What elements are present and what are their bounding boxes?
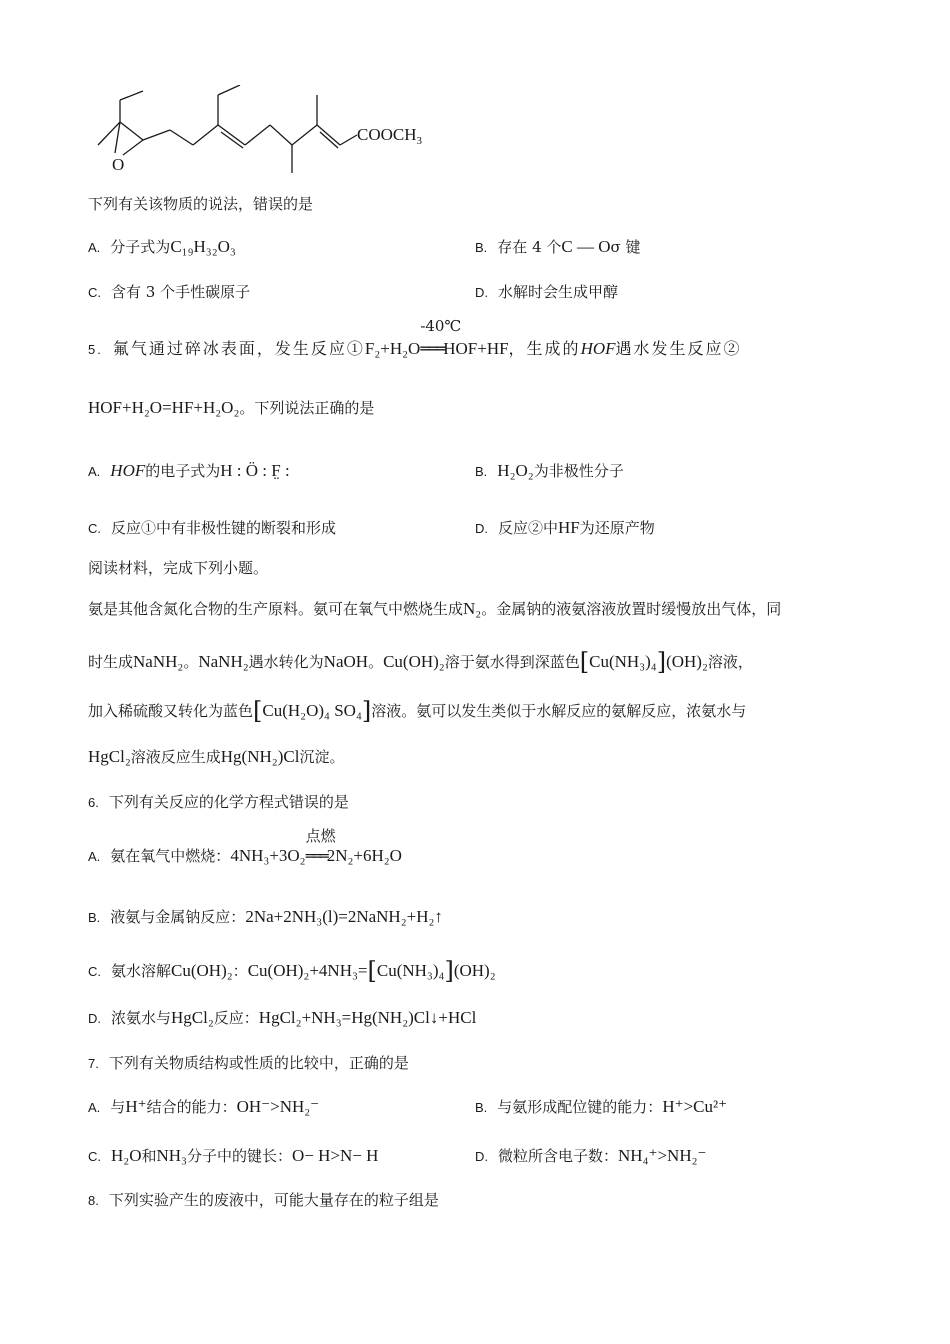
question-number: 7. (88, 1056, 99, 1071)
passage-line-4 (88, 746, 344, 767)
q5-option-b[interactable] (475, 460, 624, 481)
equation: HgCl₂+NH₃=Hg(NH₂)Cl↓+HCl (258, 1008, 477, 1027)
formula: (OH)₂ (453, 961, 496, 980)
formula: NaNH₂ (198, 652, 249, 671)
comparison: OH⁻>NH₂⁻ (236, 1097, 320, 1116)
option-text-post: σ 键 (610, 238, 641, 256)
option-letter: A. (88, 1100, 101, 1115)
q7-option-a[interactable] (88, 1096, 319, 1117)
formula: H₂O (111, 1146, 142, 1165)
formula: HF (558, 518, 580, 537)
bond-label: C — O (561, 237, 611, 256)
text: 。金属钠的液氨溶液放置时缓慢放出气体，同 (481, 600, 782, 618)
question-number: 8. (88, 1193, 99, 1208)
q5-option-d[interactable] (475, 517, 655, 538)
option-text: 为非极性分子 (533, 462, 624, 480)
ester-group-sub: 3 (416, 135, 423, 147)
option-text: 液氨与金属钠反应： (110, 908, 246, 926)
q7-option-c[interactable] (88, 1145, 378, 1166)
option-letter: D. (475, 285, 488, 300)
option-text-post: 反应： (213, 1009, 259, 1027)
option-letter: C. (88, 1149, 101, 1164)
q7-option-b[interactable] (475, 1096, 727, 1117)
q6-option-a[interactable]: A. 氨在氧气中燃烧：4NH₃+3O₂ 点燃 ═══2N₂+6H₂O (88, 827, 402, 865)
q7-stem (88, 1052, 409, 1073)
q5-stem-mid: ，生成的 (508, 339, 581, 358)
q7-option-d[interactable] (475, 1145, 707, 1166)
q5-stem: 5. 氟气通过碎冰表面，发生反应①F₂+H₂O -40℃ ═══HOF+HF，生成的HOF遇水发生反应② (88, 317, 742, 358)
comparison: H⁺>Cu²⁺ (662, 1097, 728, 1116)
text: 时生成 (88, 653, 134, 671)
option-letter: B. (475, 1100, 488, 1115)
q4-option-a[interactable] (88, 236, 236, 257)
q4-option-c[interactable] (88, 281, 250, 302)
option-text: 分子中的键长： (186, 1147, 292, 1165)
formula: NH₃ (156, 1146, 187, 1165)
text: 沉淀。 (299, 748, 345, 766)
q6-stem (88, 791, 349, 812)
passage-line-2: 时生成NaNH₂。NaNH₂遇水转化为NaOH。Cu(OH)₂溶于氨水得到深蓝色[Cu(NH₃)₄](OH)₂溶液， (88, 648, 753, 676)
hof-formula: HOF (110, 461, 146, 480)
stem-text: 下列有关反应的化学方程式错误的是 (108, 793, 349, 811)
option-text: 存在 4 个 (497, 238, 562, 256)
reaction1-rhs: HOF+HF (443, 339, 509, 358)
text: 遇水转化为 (248, 653, 324, 671)
option-text: 反应①中有非极性键的断裂和形成 (111, 519, 337, 537)
molecule-structure (95, 85, 455, 180)
text: 溶液， (707, 653, 753, 671)
option-text-post: 为还原产物 (579, 519, 655, 537)
formula: NaNH₂ (133, 652, 184, 671)
q5-option-a[interactable] (88, 460, 290, 481)
q5-stem-pre: 氟气通过碎冰表面，发生反应① (112, 339, 365, 358)
option-text: 氨在氧气中燃烧： (110, 847, 231, 865)
reaction1-condition: -40℃ (420, 317, 462, 335)
passage-line-1 (88, 598, 781, 619)
option-text: 与 (110, 1098, 126, 1116)
complex-formula: Cu(NH₃)₄ (376, 961, 445, 980)
formula: HgCl₂ (171, 1008, 214, 1027)
q4-option-d[interactable] (475, 281, 618, 302)
option-text: 含有 3 个手性碳原子 (111, 283, 251, 301)
option-text: 反应②中 (498, 519, 559, 537)
electron-formula: H : Ö : F̤ : (220, 461, 290, 480)
q8-stem (88, 1189, 439, 1210)
reaction-condition: 点燃 (305, 827, 336, 845)
formula: NaOH (323, 652, 369, 671)
equation-rhs: 2N₂+6H₂O (326, 846, 402, 865)
comparison: O− H>N− H (292, 1146, 379, 1165)
option-text: 水解时会生成甲醇 (498, 283, 619, 301)
q5-stem-line2 (88, 397, 374, 418)
option-letter: C. (88, 964, 101, 979)
question-number: 5. (88, 342, 103, 357)
formula: (OH)₂ (666, 652, 708, 671)
ring-oxygen-label: O (112, 155, 125, 174)
q5-option-c[interactable] (88, 517, 336, 538)
colon: ： (232, 962, 248, 980)
q6-option-b[interactable] (88, 906, 443, 927)
option-letter: A. (88, 849, 101, 864)
formula: Cu(OH)₂ (383, 652, 445, 671)
option-text: 的电子式为 (145, 462, 221, 480)
text: 氨是其他含氮化合物的生产原料。氨可在氧气中燃烧生成 (88, 600, 464, 618)
complex-formula: Cu(H₂O)₄ SO₄ (262, 701, 362, 720)
formula: Cu(OH)₂ (171, 961, 233, 980)
text: 加入稀硫酸又转化为蓝色 (88, 702, 254, 720)
formula: H₂O₂ (497, 461, 534, 480)
complex-formula: Cu(NH₃)₄ (589, 652, 657, 671)
equation: Cu(OH)₂+4NH₃= (247, 961, 368, 980)
option-text: 微粒所含电子数： (498, 1147, 619, 1165)
stem-text: 下列有关物质结构或性质的比较中，正确的是 (108, 1054, 409, 1072)
q5-stem-end: 。下列说法正确的是 (239, 399, 375, 417)
q5-stem-post: 遇水发生反应② (615, 339, 742, 358)
conjunction: 和 (141, 1147, 157, 1165)
option-letter: C. (88, 521, 101, 536)
option-letter: C. (88, 285, 101, 300)
molecular-formula: C₁₉H₃₂O₃ (170, 237, 236, 256)
q4-option-b[interactable] (475, 236, 641, 257)
option-letter: A. (88, 464, 101, 479)
option-letter: B. (88, 910, 101, 925)
option-letter: B. (475, 240, 488, 255)
ester-group-label: COOCH (357, 125, 417, 144)
q6-option-d[interactable] (88, 1007, 476, 1028)
option-text-post: 结合的能力： (146, 1098, 237, 1116)
option-text: 分子式为 (110, 238, 171, 256)
text: 。 (183, 653, 199, 671)
question-number: 6. (88, 795, 99, 810)
reaction2: HOF+H₂O=HF+H₂O₂ (88, 398, 240, 417)
text: 。 (368, 653, 384, 671)
q6-option-c[interactable]: C. 氨水溶解Cu(OH)₂：Cu(OH)₂+4NH₃=[Cu(NH₃)₄](OH)₂ (88, 957, 496, 985)
equation-lhs: 4NH₃+3O₂ (230, 846, 306, 865)
option-letter: D. (88, 1011, 101, 1026)
svg-text:COOCH3 (357, 125, 423, 147)
text: 溶液。氨可以发生类似于水解反应的氨解反应，浓氨水与 (371, 702, 747, 720)
ion: H⁺ (125, 1097, 147, 1116)
text: 溶于氨水得到深蓝色 (444, 653, 580, 671)
q4-stem: 下列有关该物质的说法，错误的是 (88, 195, 314, 213)
text: 溶液反应生成 (130, 748, 221, 766)
stem-text: 下列实验产生的废液中，可能大量存在的粒子组是 (108, 1191, 439, 1209)
comparison: NH₄⁺>NH₂⁻ (618, 1146, 707, 1165)
formula: HgCl₂ (88, 747, 131, 766)
option-letter: D. (475, 1149, 488, 1164)
hof-formula: HOF (580, 339, 616, 358)
formula: N₂ (463, 599, 482, 618)
option-letter: A. (88, 240, 101, 255)
equation: 2Na+2NH₃(l)=2NaNH₂+H₂↑ (245, 907, 443, 926)
option-text: 与氨形成配位键的能力： (497, 1098, 663, 1116)
option-text: 浓氨水与 (111, 1009, 172, 1027)
option-letter: B. (475, 464, 488, 479)
reaction1-lhs: F₂+H₂O (364, 339, 421, 358)
option-text: 氨水溶解 (111, 962, 172, 980)
option-letter: D. (475, 521, 488, 536)
passage-line-3: 加入稀硫酸又转化为蓝色[Cu(H₂O)₄ SO₄]溶液。氨可以发生类似于水解反应的氨解反应，浓氨水与 (88, 697, 747, 725)
formula: Hg(NH₂)Cl (220, 747, 300, 766)
passage-intro: 阅读材料，完成下列小题。 (88, 559, 269, 577)
